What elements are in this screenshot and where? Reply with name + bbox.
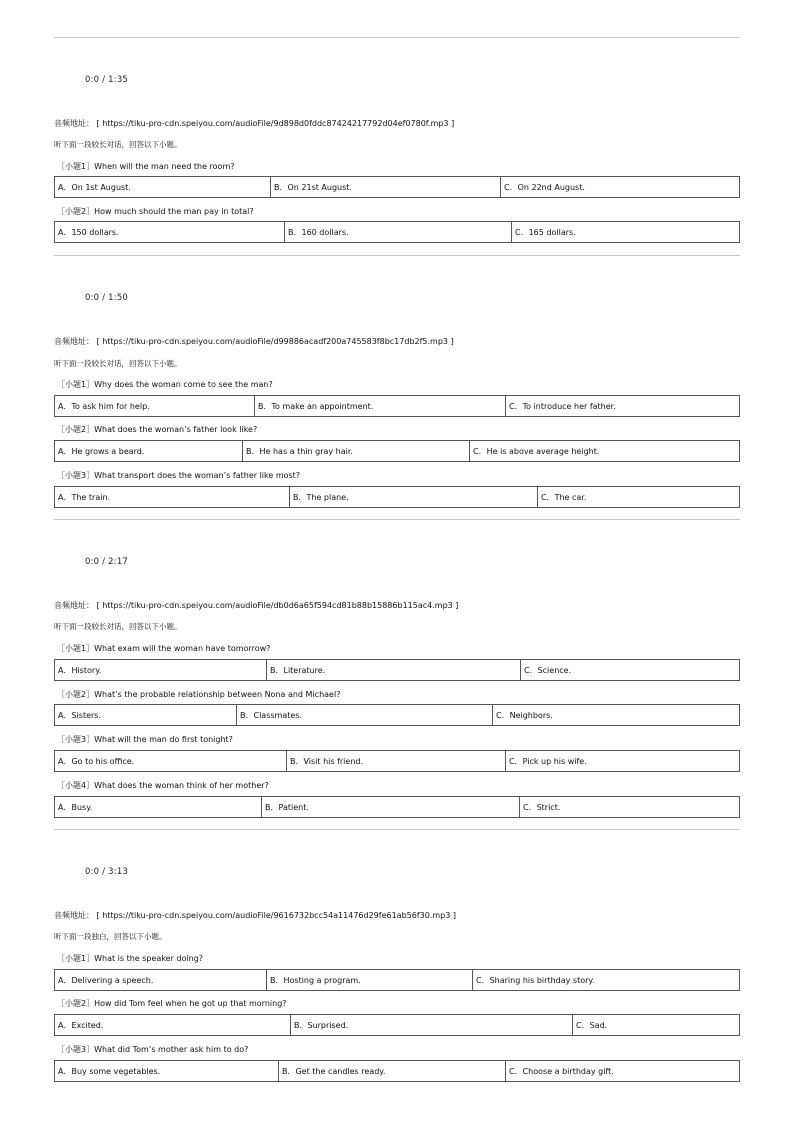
option-c[interactable]: C．The car. <box>541 492 587 502</box>
option-c[interactable]: C．Sharing his birthday story. <box>476 975 595 985</box>
options-row <box>54 440 740 462</box>
option-b[interactable]: B．Literature. <box>267 660 521 680</box>
options-row <box>54 1014 740 1036</box>
options-row <box>54 395 740 417</box>
question-4: ［小题4］What does the woman think of her mother? <box>57 781 269 790</box>
option-a[interactable]: A．Go to his office. <box>55 751 287 771</box>
audio-time-display[interactable]: 0:0 / 3:13 <box>85 867 129 877</box>
question-2: ［小题2］What’s the probable relationship between Nona and Michael? <box>57 690 341 699</box>
audio-address <box>54 336 454 347</box>
question-2: ［小题2］How much should the man pay in total? <box>57 207 254 216</box>
audio-address-label: 音频地址： <box>54 337 94 346</box>
option-a[interactable]: A．150 dollars. <box>55 222 285 242</box>
options-row <box>54 176 740 198</box>
audio-address <box>54 118 454 129</box>
audio-address-label: 音频地址： <box>54 911 94 920</box>
option-c[interactable]: C．165 dollars. <box>515 227 576 237</box>
audio-time-display[interactable]: 0:0 / 1:35 <box>85 75 129 85</box>
question-3: ［小题3］What will the man do first tonight? <box>57 735 233 744</box>
audio-url[interactable]: [ https://tiku-pro-cdn.speiyou.com/audioFile/d99886acadf200a745583f8bc17db2f5.mp3 ] <box>96 337 454 346</box>
question-3: ［小题3］What did Tom’s mother ask him to do? <box>57 1045 249 1054</box>
options-row <box>54 796 740 818</box>
options-row <box>54 221 740 243</box>
option-c[interactable]: C．On 22nd August. <box>504 182 585 192</box>
question-2: ［小题2］What does the woman’s father look like? <box>57 425 258 434</box>
divider <box>54 829 740 830</box>
audio-url[interactable]: [ https://tiku-pro-cdn.speiyou.com/audioFile/9d898d0fddc87424217792d04ef0780f.mp3 ] <box>96 119 455 128</box>
option-b[interactable]: B．On 21st August. <box>271 177 501 197</box>
option-c[interactable]: C．Strict. <box>523 802 561 812</box>
audio-address-label: 音频地址： <box>54 601 94 610</box>
audio-address <box>54 910 456 921</box>
audio-address <box>54 600 458 611</box>
options-row <box>54 1060 740 1082</box>
option-a[interactable]: A．Buy some vegetables. <box>55 1061 279 1081</box>
option-b[interactable]: B．Get the candles ready. <box>279 1061 506 1081</box>
audio-address-label: 音频地址： <box>54 119 94 128</box>
option-c[interactable]: C．Pick up his wife. <box>509 756 587 766</box>
option-b[interactable]: B．Visit his friend. <box>287 751 506 771</box>
options-row <box>54 704 740 726</box>
option-a[interactable]: A．Excited. <box>55 1015 291 1035</box>
options-row <box>54 969 740 991</box>
question-1: ［小题1］Why does the woman come to see the man? <box>57 380 273 389</box>
question-2: ［小题2］How did Tom feel when he got up that morning? <box>57 999 287 1008</box>
divider <box>54 519 740 520</box>
option-a[interactable]: A．The train. <box>55 487 290 507</box>
audio-url[interactable]: [ https://tiku-pro-cdn.speiyou.com/audioFile/9616732bcc54a11476d29fe61ab56f30.mp3 ] <box>96 911 456 920</box>
option-b[interactable]: B．To make an appointment. <box>255 396 506 416</box>
option-c[interactable]: C．Science. <box>524 665 572 675</box>
option-b[interactable]: B．Patient. <box>262 797 520 817</box>
option-c[interactable]: C．He is above average height. <box>473 446 600 456</box>
option-c[interactable]: C．Choose a birthday gift. <box>509 1066 614 1076</box>
section-intro: 听下面一段较长对话，回答以下小题。 <box>54 359 182 368</box>
option-b[interactable]: B．Surprised. <box>291 1015 573 1035</box>
option-c[interactable]: C．Sad. <box>576 1020 608 1030</box>
option-b[interactable]: B．He has a thin gray hair. <box>243 441 470 461</box>
question-1: ［小题1］What is the speaker doing? <box>57 954 204 963</box>
options-row <box>54 486 740 508</box>
option-a[interactable]: A．History. <box>55 660 267 680</box>
section-intro: 听下面一段独白，回答以下小题。 <box>54 932 167 941</box>
divider <box>54 37 740 38</box>
option-b[interactable]: B．Hosting a program. <box>267 970 473 990</box>
audio-time-display[interactable]: 0:0 / 2:17 <box>85 557 129 567</box>
option-b[interactable]: B．The plane. <box>290 487 538 507</box>
option-a[interactable]: A．Delivering a speech. <box>55 970 267 990</box>
section-intro: 听下面一段较长对话，回答以下小题。 <box>54 140 182 149</box>
option-b[interactable]: B．Classmates. <box>237 705 493 725</box>
section-intro: 听下面一段较长对话，回答以下小题。 <box>54 622 182 631</box>
divider <box>54 255 740 256</box>
question-3: ［小题3］What transport does the woman’s father like most? <box>57 471 301 480</box>
options-row <box>54 659 740 681</box>
option-a[interactable]: A．Sisters. <box>55 705 237 725</box>
option-a[interactable]: A．On 1st August. <box>55 177 271 197</box>
question-1: ［小题1］When will the man need the room? <box>57 162 235 171</box>
option-c[interactable]: C．To introduce her father. <box>509 401 616 411</box>
audio-url[interactable]: [ https://tiku-pro-cdn.speiyou.com/audioFile/db0d6a65f594cd81b88b15886b115ac4.mp3 ] <box>96 601 459 610</box>
option-b[interactable]: B．160 dollars. <box>285 222 512 242</box>
option-a[interactable]: A．Busy. <box>55 797 262 817</box>
option-c[interactable]: C．Neighbors. <box>496 710 553 720</box>
option-a[interactable]: A．He grows a beard. <box>55 441 243 461</box>
audio-time-display[interactable]: 0:0 / 1:50 <box>85 293 129 303</box>
option-a[interactable]: A．To ask him for help. <box>55 396 255 416</box>
options-row <box>54 750 740 772</box>
question-1: ［小题1］What exam will the woman have tomorrow? <box>57 644 271 653</box>
